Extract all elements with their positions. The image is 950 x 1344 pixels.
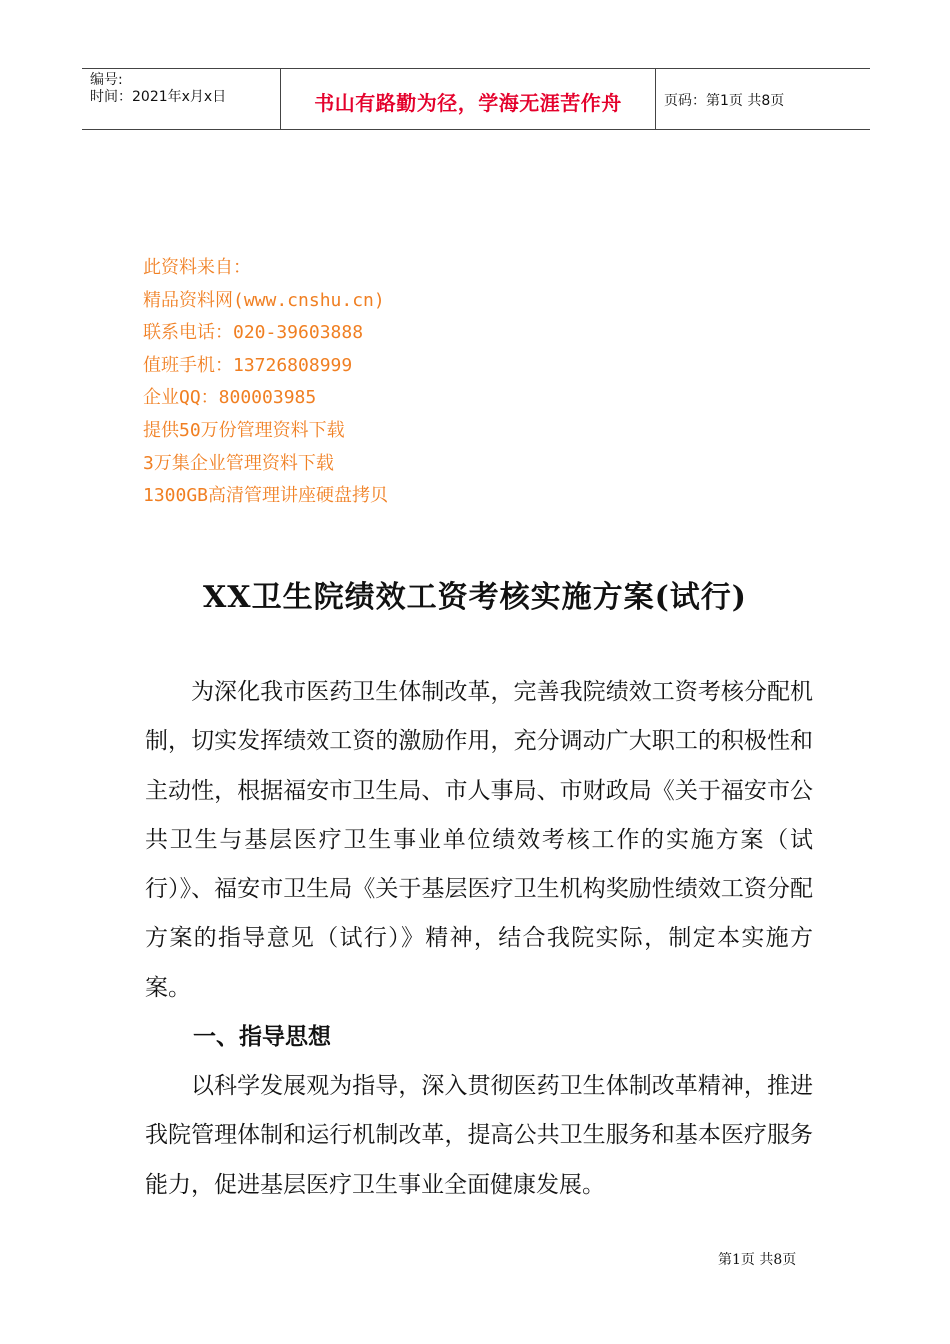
source-line: 精品资料网(www.cnshu.cn) bbox=[143, 289, 385, 311]
source-line: 此资料来自： bbox=[143, 257, 251, 278]
source-line: 3万集企业管理资料下载 bbox=[143, 452, 334, 474]
source-info-block bbox=[143, 252, 388, 513]
header-page-info: 页码：第1页 共8页 bbox=[664, 93, 785, 109]
intro-paragraph-container bbox=[145, 668, 813, 1013]
page-footer: 第1页 共8页 bbox=[718, 1252, 797, 1268]
source-line: 1300GB高清管理讲座硬盘拷贝 bbox=[143, 485, 389, 507]
section-paragraph: 以科学发展观为指导，深入贯彻医药卫生体制改革精神，推进我院管理体制和运行机制改革，提高公共卫生服务和基本医疗服务能力，促进基层医疗卫生事业全面健康发展。 bbox=[145, 1073, 813, 1198]
header-motto-cell bbox=[280, 69, 656, 129]
source-line: 提供50万份管理资料下载 bbox=[143, 419, 345, 441]
intro-paragraph: 为深化我市医药卫生体制改革，完善我院绩效工资考核分配机制，切实发挥绩效工资的激励作用，充分调动广大职工的积极性和主动性，根据福安市卫生局、市人事局、市财政局《关于福安市公共卫生与基层医疗卫生事业单位绩效考核工作的实施方案（试行）》、福安市卫生局《关于基层医疗卫生机构奖励性绩效工资分配方案的指导意见（试行）》精神，结合我院实际，制定本实施方案。 bbox=[145, 679, 813, 1001]
source-line: 联系电话：020-39603888 bbox=[143, 322, 364, 344]
header-page-cell bbox=[654, 69, 870, 129]
source-line: 企业QQ：800003985 bbox=[143, 387, 317, 409]
document-title: XX卫生院绩效工资考核实施方案(试行) bbox=[203, 580, 747, 615]
document-code-label: 编号: bbox=[90, 72, 123, 88]
page-header bbox=[82, 68, 870, 130]
section-heading: 一、指导思想 bbox=[193, 1024, 331, 1050]
document-time-label: 时间：2021年x月x日 bbox=[90, 89, 227, 105]
source-line: 值班手机：13726808999 bbox=[143, 354, 353, 376]
section-paragraph-container bbox=[145, 1062, 813, 1210]
header-motto: 书山有路勤为径，学海无涯苦作舟 bbox=[314, 91, 622, 115]
header-meta-cell bbox=[82, 69, 280, 129]
